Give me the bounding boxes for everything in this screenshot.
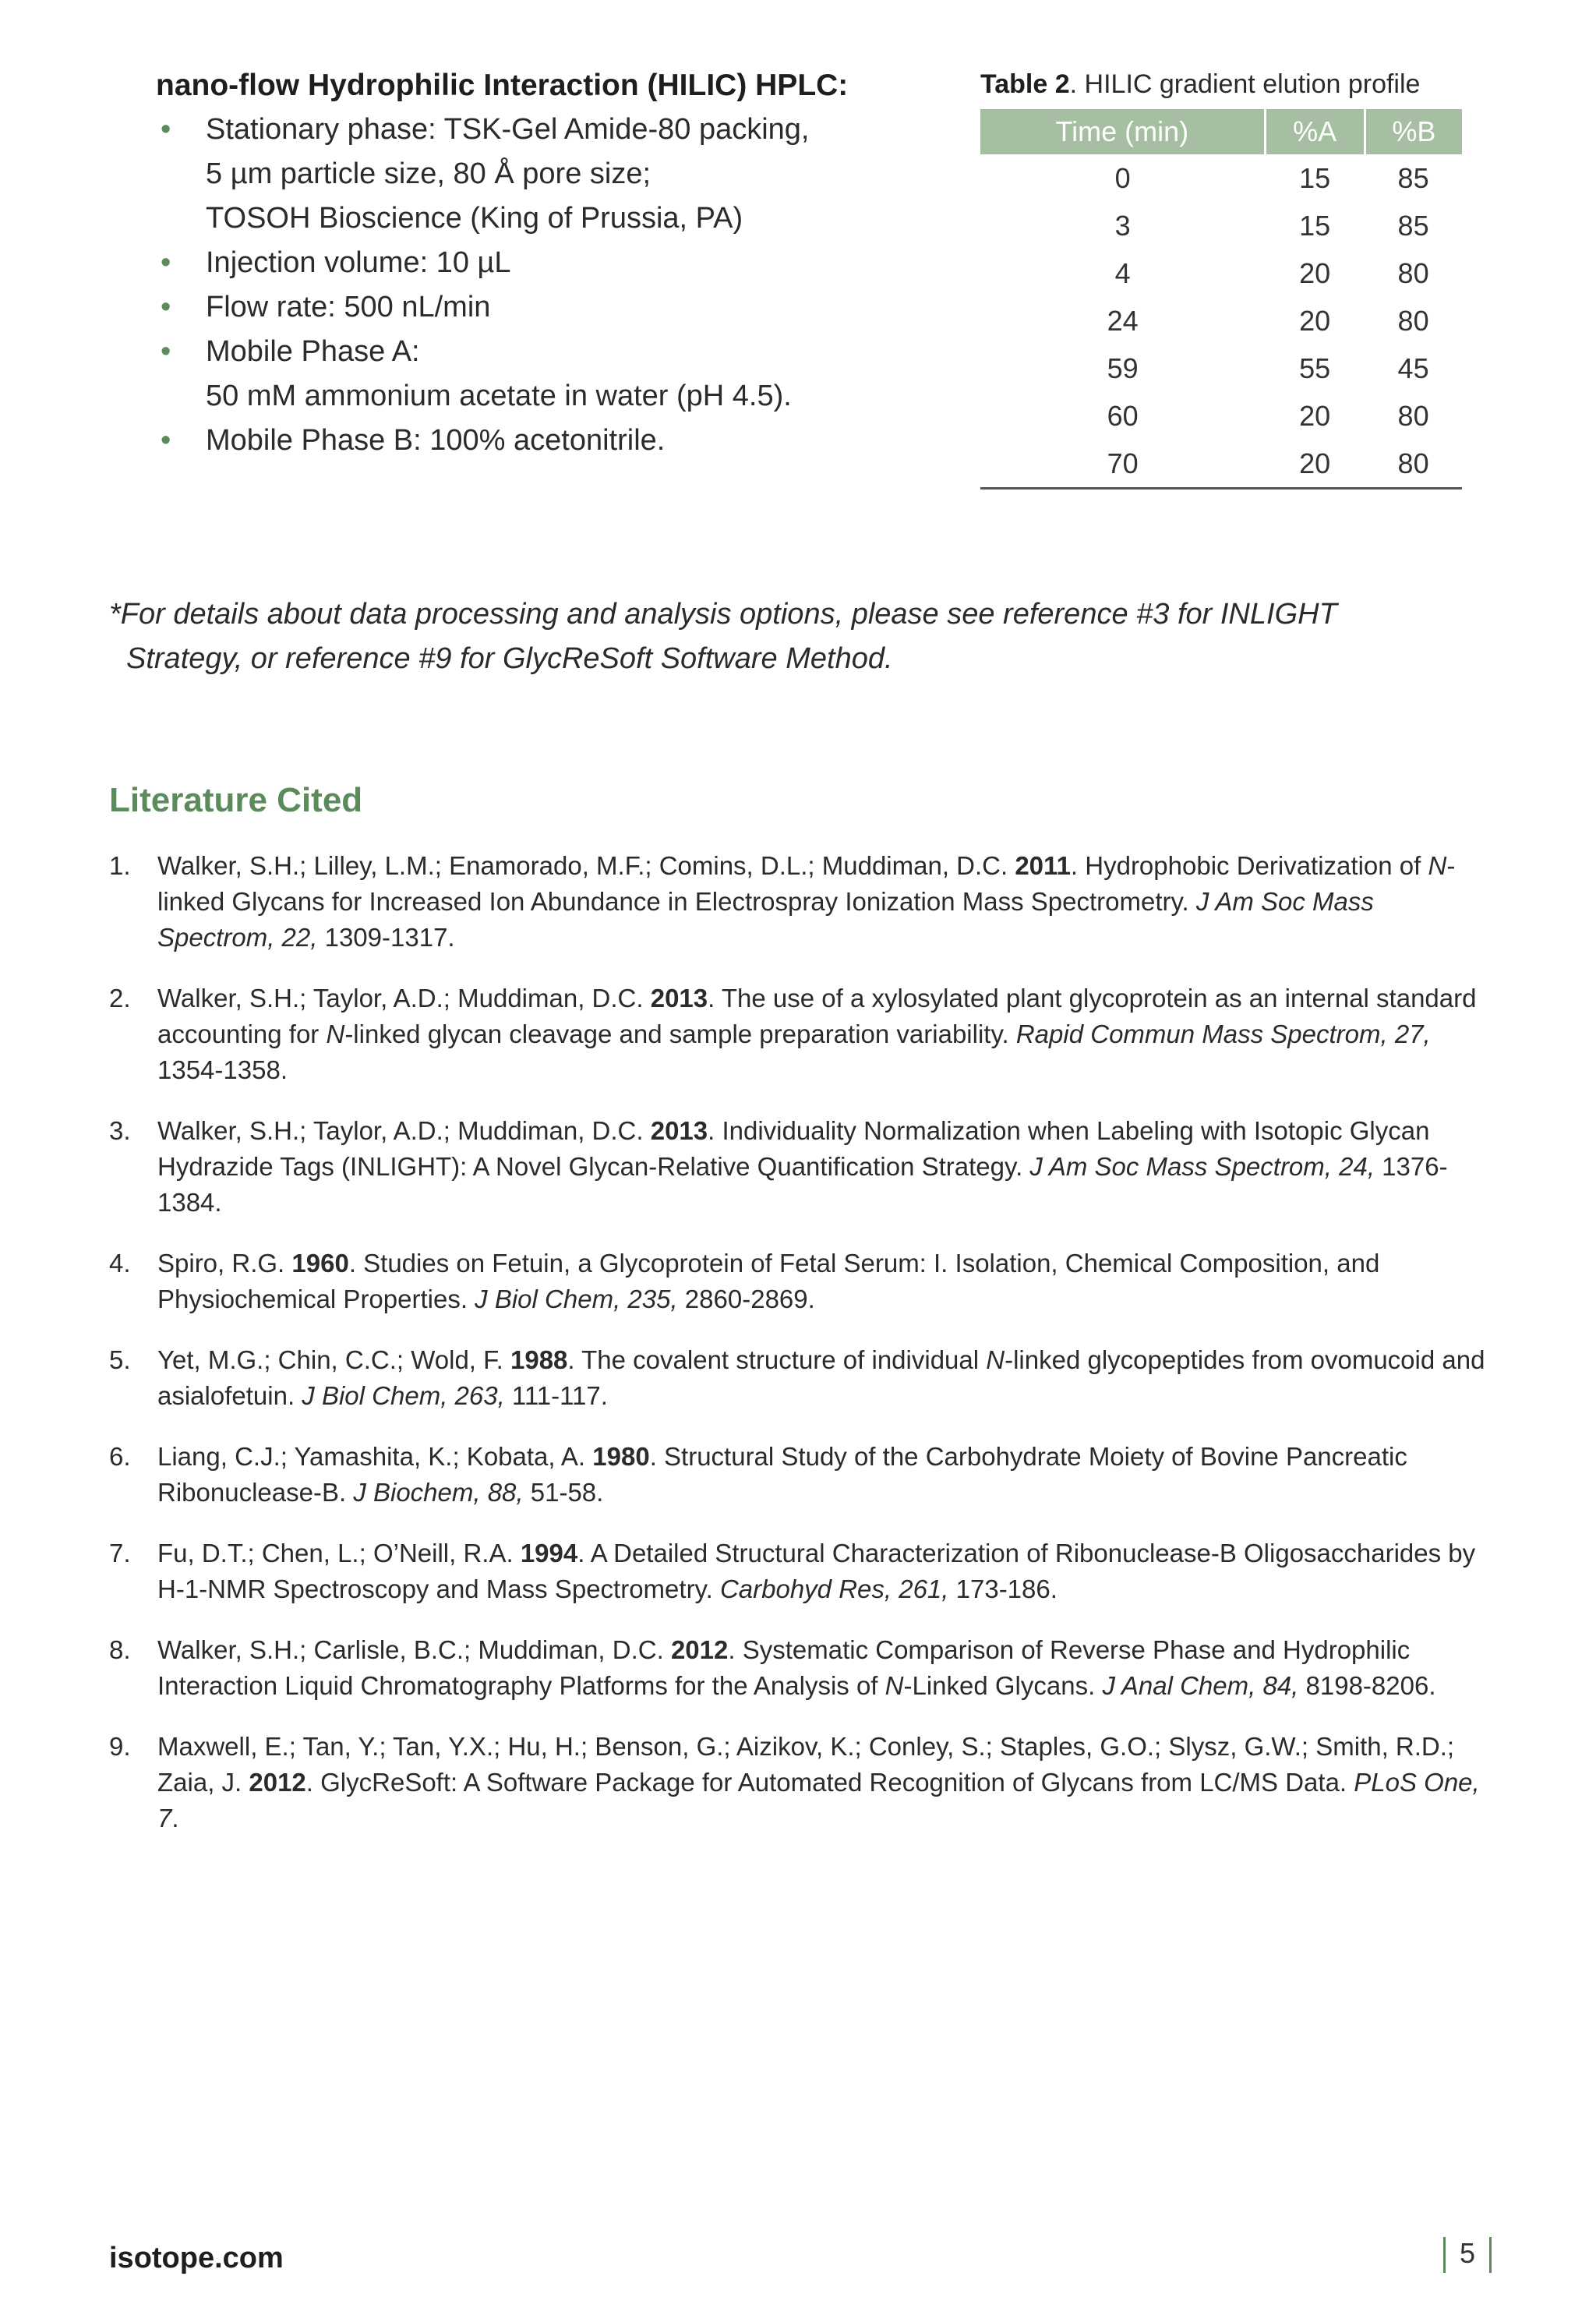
reference-journal: J Biol Chem, 235, xyxy=(475,1285,678,1313)
reference-item xyxy=(109,1342,1488,1414)
footer-website[interactable]: isotope.com xyxy=(109,2242,284,2274)
reference-italic-n: N xyxy=(986,1345,1005,1374)
reference-pages: 1376-1384. xyxy=(157,1152,1448,1217)
bullet-icon: • xyxy=(161,246,171,279)
reference-item xyxy=(109,1246,1488,1317)
reference-pages: 51-58. xyxy=(523,1478,604,1507)
reference-list xyxy=(109,848,1488,1861)
reference-journal: J Anal Chem, 84, xyxy=(1102,1671,1299,1700)
table-row xyxy=(980,392,1462,440)
page-bar-left xyxy=(1443,2237,1446,2273)
reference-number: 6. xyxy=(109,1442,131,1471)
reference-italic-n: N xyxy=(326,1020,345,1048)
reference-journal: Carbohyd Res, 261, xyxy=(719,1575,949,1603)
table-cell: 85 xyxy=(1397,161,1429,194)
reference-pages: 8198-8206. xyxy=(1298,1671,1436,1700)
reference-italic-n: N xyxy=(1428,851,1447,880)
table-cell: 0 xyxy=(1114,161,1131,194)
hplc-parameter-text: TOSOH Bioscience (King of Prussia, PA) xyxy=(206,202,743,235)
reference-title: . Individuality Normalization when Labeling with Isotopic Glycan Hydrazide Tags (INLIGHT): A Novel Glycan-Relative Quantification Strategy. xyxy=(157,1116,1430,1181)
reference-authors: Walker, S.H.; Taylor, A.D.; Muddiman, D.C. xyxy=(157,984,651,1013)
table-cell: 4 xyxy=(1114,256,1131,289)
table-cell: 60 xyxy=(1107,399,1139,432)
hplc-parameter-item xyxy=(156,330,935,419)
analysis-note xyxy=(109,592,1512,681)
reference-year: 1988 xyxy=(510,1345,568,1374)
table-cell: 20 xyxy=(1299,399,1331,432)
reference-title: . The covalent structure of individual xyxy=(567,1345,987,1374)
reference-number: 3. xyxy=(109,1116,131,1145)
reference-year: 2012 xyxy=(249,1768,306,1797)
reference-item xyxy=(109,1113,1488,1221)
table-cell: 45 xyxy=(1397,352,1429,384)
hplc-parameter-text: Mobile Phase A: xyxy=(206,335,420,368)
reference-year: 1960 xyxy=(291,1249,349,1278)
bullet-icon: • xyxy=(161,424,171,457)
table-row xyxy=(980,345,1462,392)
table-cell: 80 xyxy=(1397,304,1429,337)
table-cell: 80 xyxy=(1397,256,1429,289)
table-row xyxy=(980,202,1462,249)
reference-pages: 173-186. xyxy=(948,1575,1058,1603)
reference-number: 8. xyxy=(109,1635,131,1664)
reference-number: 2. xyxy=(109,984,131,1013)
gradient-table xyxy=(980,109,1462,489)
reference-number: 9. xyxy=(109,1732,131,1761)
reference-item xyxy=(109,1729,1488,1836)
gradient-table-block xyxy=(980,64,1462,489)
table-cell: 59 xyxy=(1107,352,1139,384)
reference-authors: Walker, S.H.; Carlisle, B.C.; Muddiman, D.C. xyxy=(157,1635,671,1664)
table-cell: 80 xyxy=(1397,399,1429,432)
reference-authors: Liang, C.J.; Yamashita, K.; Kobata, A. xyxy=(157,1442,593,1471)
bullet-icon: • xyxy=(161,113,171,146)
table-caption-label: Table 2 xyxy=(980,69,1070,99)
table-cell: 20 xyxy=(1299,256,1331,289)
table-cell: 24 xyxy=(1107,304,1139,337)
note-line-2: Strategy, or reference #9 for GlycReSoft Software Method. xyxy=(126,642,893,675)
reference-number: 1. xyxy=(109,851,131,880)
reference-title: . A Detailed Structural Characterization of Ribonuclease-B Oligosaccharides by H-1-NMR Spectroscopy and Mass Spectrometry. xyxy=(157,1539,1476,1603)
hplc-parameter-list xyxy=(156,108,935,463)
reference-number: 5. xyxy=(109,1345,131,1374)
table-row xyxy=(980,440,1462,489)
reference-pages: 1309-1317. xyxy=(317,923,455,952)
hplc-parameter-text: 5 µm particle size, 80 Å pore size; xyxy=(206,157,651,190)
table-cell: 80 xyxy=(1365,440,1462,489)
reference-title: . Systematic Comparison of Reverse Phase and Hydrophilic Interaction Liquid Chromatography Platforms for the Analysis of xyxy=(157,1635,1411,1700)
hplc-parameter-text: Injection volume: 10 µL xyxy=(206,246,511,279)
reference-item xyxy=(109,1536,1488,1607)
reference-authors: Spiro, R.G. xyxy=(157,1249,292,1278)
reference-journal: J Biochem, 88, xyxy=(353,1478,524,1507)
reference-journal: Rapid Commun Mass Spectrom, 27, xyxy=(1015,1020,1431,1048)
table-column-header: %B xyxy=(1365,109,1462,154)
reference-item xyxy=(109,1439,1488,1511)
reference-item xyxy=(109,981,1488,1088)
page-number xyxy=(1429,2237,1506,2273)
reference-title-cont: -linked glycopeptides from ovomucoid and asialofetuin. xyxy=(157,1345,1485,1410)
hplc-parameter-text: Flow rate: 500 nL/min xyxy=(206,291,491,323)
bullet-icon: • xyxy=(161,291,171,323)
reference-year: 1980 xyxy=(592,1442,650,1471)
table-cell: 55 xyxy=(1299,352,1331,384)
reference-journal: J Biol Chem, 263, xyxy=(302,1381,505,1410)
table-caption xyxy=(980,64,1462,104)
hplc-parameter-item xyxy=(156,241,935,285)
reference-pages: . xyxy=(171,1804,179,1833)
table-column-header: Time (min) xyxy=(980,109,1265,154)
reference-authors: Walker, S.H.; Lilley, L.M.; Enamorado, M.F.; Comins, D.L.; Muddiman, D.C. xyxy=(157,851,1015,880)
reference-pages: 111-117. xyxy=(504,1381,608,1410)
reference-title-cont: -linked Glycans for Increased Ion Abundance in Electrospray Ionization Mass Spectrometry. xyxy=(157,851,1456,916)
table-row xyxy=(980,249,1462,297)
reference-year: 2013 xyxy=(650,1116,708,1145)
reference-title: . Studies on Fetuin, a Glycoprotein of Fetal Serum: I. Isolation, Chemical Composition, and Physiochemical Properties. xyxy=(157,1249,1380,1313)
reference-title: . Hydrophobic Derivatization of xyxy=(1070,851,1428,880)
reference-pages: 2860-2869. xyxy=(677,1285,815,1313)
table-cell: 20 xyxy=(1299,304,1331,337)
hplc-parameter-text: 50 mM ammonium acetate in water (pH 4.5). xyxy=(206,380,792,412)
reference-year: 2013 xyxy=(650,984,708,1013)
reference-number: 7. xyxy=(109,1539,131,1567)
hplc-parameter-text: Stationary phase: TSK-Gel Amide-80 packing, xyxy=(206,113,810,146)
reference-italic-n: N xyxy=(885,1671,904,1700)
reference-title-cont: -linked glycan cleavage and sample preparation variability. xyxy=(344,1020,1016,1048)
table-cell: 15 xyxy=(1299,161,1331,194)
hplc-heading: nano-flow Hydrophilic Interaction (HILIC) HPLC: xyxy=(156,69,849,102)
reference-number: 4. xyxy=(109,1249,131,1278)
reference-item xyxy=(109,848,1488,956)
table-header-row xyxy=(980,109,1462,154)
reference-authors: Fu, D.T.; Chen, L.; O’Neill, R.A. xyxy=(157,1539,521,1567)
table-cell: 70 xyxy=(980,440,1265,489)
hplc-section xyxy=(156,64,935,463)
table-column-header: %A xyxy=(1265,109,1365,154)
table-cell: 15 xyxy=(1299,209,1331,242)
reference-title: . Structural Study of the Carbohydrate Moiety of Bovine Pancreatic Ribonuclease-B. xyxy=(157,1442,1407,1507)
reference-title: . The use of a xylosylated plant glycoprotein as an internal standard accounting for xyxy=(157,984,1477,1048)
hplc-parameter-text: Mobile Phase B: 100% acetonitrile. xyxy=(206,424,666,457)
reference-journal: J Am Soc Mass Spectrom, 24, xyxy=(1029,1152,1375,1181)
table-row xyxy=(980,297,1462,345)
hplc-parameter-item xyxy=(156,108,935,241)
table-body xyxy=(980,154,1462,489)
bullet-icon: • xyxy=(161,335,171,368)
literature-heading: Literature Cited xyxy=(109,781,363,819)
reference-item xyxy=(109,1632,1488,1704)
table-cell: 85 xyxy=(1397,209,1429,242)
reference-authors: Maxwell, E.; Tan, Y.; Tan, Y.X.; Hu, H.; Benson, G.; Aizikov, K.; Conley, S.; Staples, G.O.; Slysz, G.W.; Smith, R.D.; Zaia, J. xyxy=(157,1732,1455,1797)
reference-journal: J Am Soc Mass Spectrom, 22, xyxy=(157,887,1374,952)
reference-year: 2011 xyxy=(1015,851,1071,880)
table-cell: 20 xyxy=(1265,440,1365,489)
reference-title: . GlycReSoft: A Software Package for Automated Recognition of Glycans from LC/MS Data. xyxy=(305,1768,1354,1797)
reference-journal: PLoS One, 7 xyxy=(157,1768,1480,1833)
hplc-parameter-item xyxy=(156,419,935,463)
reference-year: 1994 xyxy=(520,1539,578,1567)
table-row xyxy=(980,154,1462,202)
hplc-parameter-item xyxy=(156,285,935,330)
reference-pages: 1354-1358. xyxy=(157,1055,288,1084)
table-caption-text: . HILIC gradient elution profile xyxy=(1069,69,1421,99)
reference-authors: Yet, M.G.; Chin, C.C.; Wold, F. xyxy=(157,1345,510,1374)
reference-year: 2012 xyxy=(670,1635,729,1664)
table-cell: 3 xyxy=(1114,209,1131,242)
note-line-1: *For details about data processing and analysis options, please see reference #3 for INLIGHT xyxy=(109,598,1337,631)
reference-authors: Walker, S.H.; Taylor, A.D.; Muddiman, D.C. xyxy=(157,1116,651,1145)
page-number-value: 5 xyxy=(1460,2237,1476,2269)
reference-title-cont: -Linked Glycans. xyxy=(903,1671,1103,1700)
page-bar-right xyxy=(1489,2237,1492,2273)
